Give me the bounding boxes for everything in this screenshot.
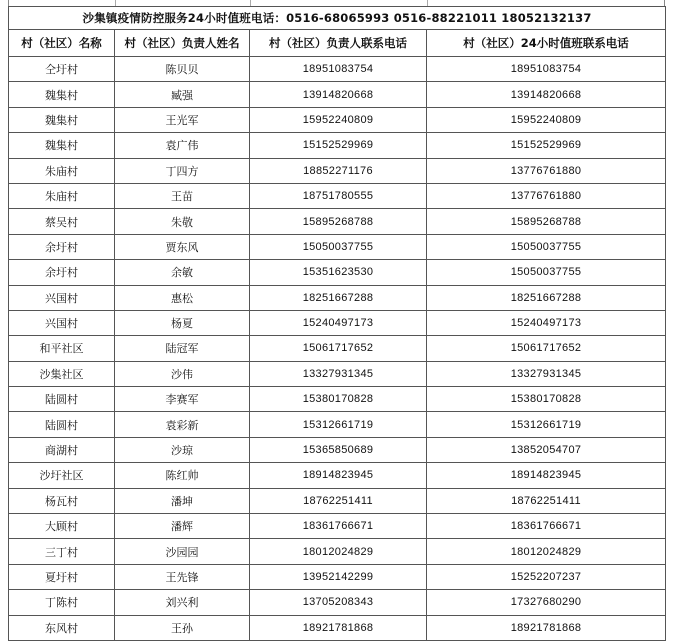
village-name-cell: 和平社区 xyxy=(9,336,115,361)
top-strip xyxy=(8,0,665,6)
table-row xyxy=(9,387,666,412)
village-name-cell: 夏圩村 xyxy=(9,564,115,589)
leader-phone-cell: 15152529969 xyxy=(250,133,427,158)
duty-phone-cell: 18361766671 xyxy=(427,514,666,539)
leader-name-cell: 朱敬 xyxy=(115,209,250,234)
table-body xyxy=(9,7,666,641)
village-name-cell: 兴国村 xyxy=(9,310,115,335)
village-name-cell: 丁陈村 xyxy=(9,590,115,615)
duty-phone-cell: 15240497173 xyxy=(427,310,666,335)
hotline-banner: 沙集镇疫情防控服务24小时值班电话：0516-68065993 0516-88221011 18052132137 xyxy=(9,7,666,30)
banner-row xyxy=(9,7,666,30)
leader-name-cell: 臧强 xyxy=(115,82,250,107)
village-name-cell: 魏集村 xyxy=(9,82,115,107)
village-name-cell: 陆圆村 xyxy=(9,412,115,437)
village-name-cell: 杨瓦村 xyxy=(9,488,115,513)
leader-phone-cell: 18012024829 xyxy=(250,539,427,564)
leader-name-cell: 王光军 xyxy=(115,107,250,132)
leader-phone-cell: 15380170828 xyxy=(250,387,427,412)
leader-name-cell: 李赛军 xyxy=(115,387,250,412)
leader-name-cell: 潘辉 xyxy=(115,514,250,539)
leader-phone-cell: 13952142299 xyxy=(250,564,427,589)
leader-name-cell: 沙园园 xyxy=(115,539,250,564)
leader-name-cell: 潘坤 xyxy=(115,488,250,513)
leader-phone-cell: 15050037755 xyxy=(250,234,427,259)
duty-phone-cell: 15380170828 xyxy=(427,387,666,412)
leader-phone-cell: 18921781868 xyxy=(250,615,427,640)
leader-name-cell: 杨夏 xyxy=(115,310,250,335)
village-name-cell: 魏集村 xyxy=(9,133,115,158)
leader-phone-cell: 13914820668 xyxy=(250,82,427,107)
header-village-name: 村（社区）名称 xyxy=(9,30,115,57)
leader-phone-cell: 15061717652 xyxy=(250,336,427,361)
leader-name-cell: 贾东风 xyxy=(115,234,250,259)
leader-name-cell: 陆冠军 xyxy=(115,336,250,361)
leader-phone-cell: 18914823945 xyxy=(250,463,427,488)
leader-phone-cell: 13327931345 xyxy=(250,361,427,386)
duty-phone-cell: 18914823945 xyxy=(427,463,666,488)
duty-phone-cell: 18762251411 xyxy=(427,488,666,513)
duty-phone-cell: 15895268788 xyxy=(427,209,666,234)
village-name-cell: 兴国村 xyxy=(9,285,115,310)
table-row xyxy=(9,260,666,285)
leader-phone-cell: 18751780555 xyxy=(250,183,427,208)
leader-name-cell: 沙琼 xyxy=(115,437,250,462)
village-name-cell: 朱庙村 xyxy=(9,158,115,183)
duty-phone-cell: 15252207237 xyxy=(427,564,666,589)
duty-phone-cell: 15050037755 xyxy=(427,260,666,285)
duty-phone-cell: 15952240809 xyxy=(427,107,666,132)
table-row xyxy=(9,488,666,513)
duty-phone-cell: 18251667288 xyxy=(427,285,666,310)
leader-phone-cell: 18251667288 xyxy=(250,285,427,310)
leader-name-cell: 王孙 xyxy=(115,615,250,640)
leader-phone-cell: 18951083754 xyxy=(250,57,427,82)
village-name-cell: 商湖村 xyxy=(9,437,115,462)
leader-phone-cell: 15312661719 xyxy=(250,412,427,437)
duty-phone-cell: 18951083754 xyxy=(427,57,666,82)
leader-phone-cell: 18762251411 xyxy=(250,488,427,513)
leader-phone-cell: 13705208343 xyxy=(250,590,427,615)
village-name-cell: 蔡吴村 xyxy=(9,209,115,234)
village-name-cell: 沙圩社区 xyxy=(9,463,115,488)
duty-phone-cell: 13327931345 xyxy=(427,361,666,386)
village-name-cell: 魏集村 xyxy=(9,107,115,132)
village-name-cell: 陆圆村 xyxy=(9,387,115,412)
table-row xyxy=(9,57,666,82)
leader-name-cell: 沙伟 xyxy=(115,361,250,386)
table-row xyxy=(9,514,666,539)
village-name-cell: 东风村 xyxy=(9,615,115,640)
table-row xyxy=(9,285,666,310)
table-row xyxy=(9,463,666,488)
leader-phone-cell: 15952240809 xyxy=(250,107,427,132)
leader-name-cell: 陈贝贝 xyxy=(115,57,250,82)
leader-name-cell: 陈红帅 xyxy=(115,463,250,488)
table-row xyxy=(9,209,666,234)
table-row xyxy=(9,183,666,208)
table-row xyxy=(9,361,666,386)
header-24h-phone: 村（社区）24小时值班联系电话 xyxy=(427,30,666,57)
village-name-cell: 三丁村 xyxy=(9,539,115,564)
leader-name-cell: 王先锋 xyxy=(115,564,250,589)
duty-phone-cell: 18012024829 xyxy=(427,539,666,564)
table-row xyxy=(9,564,666,589)
leader-phone-cell: 15240497173 xyxy=(250,310,427,335)
table-row xyxy=(9,412,666,437)
table-row xyxy=(9,133,666,158)
duty-phone-cell: 18921781868 xyxy=(427,615,666,640)
village-name-cell: 余圩村 xyxy=(9,234,115,259)
leader-name-cell: 王苗 xyxy=(115,183,250,208)
duty-phone-cell: 15312661719 xyxy=(427,412,666,437)
contact-table xyxy=(8,6,666,641)
table-row xyxy=(9,336,666,361)
duty-phone-cell: 13852054707 xyxy=(427,437,666,462)
leader-phone-cell: 15895268788 xyxy=(250,209,427,234)
header-row xyxy=(9,30,666,57)
table-row xyxy=(9,82,666,107)
table-row xyxy=(9,590,666,615)
leader-phone-cell: 15365850689 xyxy=(250,437,427,462)
duty-phone-cell: 15061717652 xyxy=(427,336,666,361)
duty-phone-cell: 15050037755 xyxy=(427,234,666,259)
contact-sheet xyxy=(8,0,665,641)
village-name-cell: 仝圩村 xyxy=(9,57,115,82)
duty-phone-cell: 15152529969 xyxy=(427,133,666,158)
leader-phone-cell: 15351623530 xyxy=(250,260,427,285)
village-name-cell: 沙集社区 xyxy=(9,361,115,386)
leader-phone-cell: 18852271176 xyxy=(250,158,427,183)
header-leader-phone: 村（社区）负责人联系电话 xyxy=(250,30,427,57)
village-name-cell: 朱庙村 xyxy=(9,183,115,208)
table-row xyxy=(9,158,666,183)
leader-name-cell: 袁广伟 xyxy=(115,133,250,158)
village-name-cell: 大顾村 xyxy=(9,514,115,539)
table-row xyxy=(9,234,666,259)
leader-name-cell: 余敏 xyxy=(115,260,250,285)
duty-phone-cell: 13776761880 xyxy=(427,158,666,183)
table-row xyxy=(9,310,666,335)
duty-phone-cell: 13776761880 xyxy=(427,183,666,208)
table-row xyxy=(9,107,666,132)
duty-phone-cell: 13914820668 xyxy=(427,82,666,107)
table-row xyxy=(9,437,666,462)
header-leader-name: 村（社区）负责人姓名 xyxy=(115,30,250,57)
leader-name-cell: 惠松 xyxy=(115,285,250,310)
leader-name-cell: 袁彩新 xyxy=(115,412,250,437)
leader-name-cell: 刘兴利 xyxy=(115,590,250,615)
table-row xyxy=(9,615,666,640)
table-row xyxy=(9,539,666,564)
village-name-cell: 余圩村 xyxy=(9,260,115,285)
leader-name-cell: 丁四方 xyxy=(115,158,250,183)
leader-phone-cell: 18361766671 xyxy=(250,514,427,539)
duty-phone-cell: 17327680290 xyxy=(427,590,666,615)
